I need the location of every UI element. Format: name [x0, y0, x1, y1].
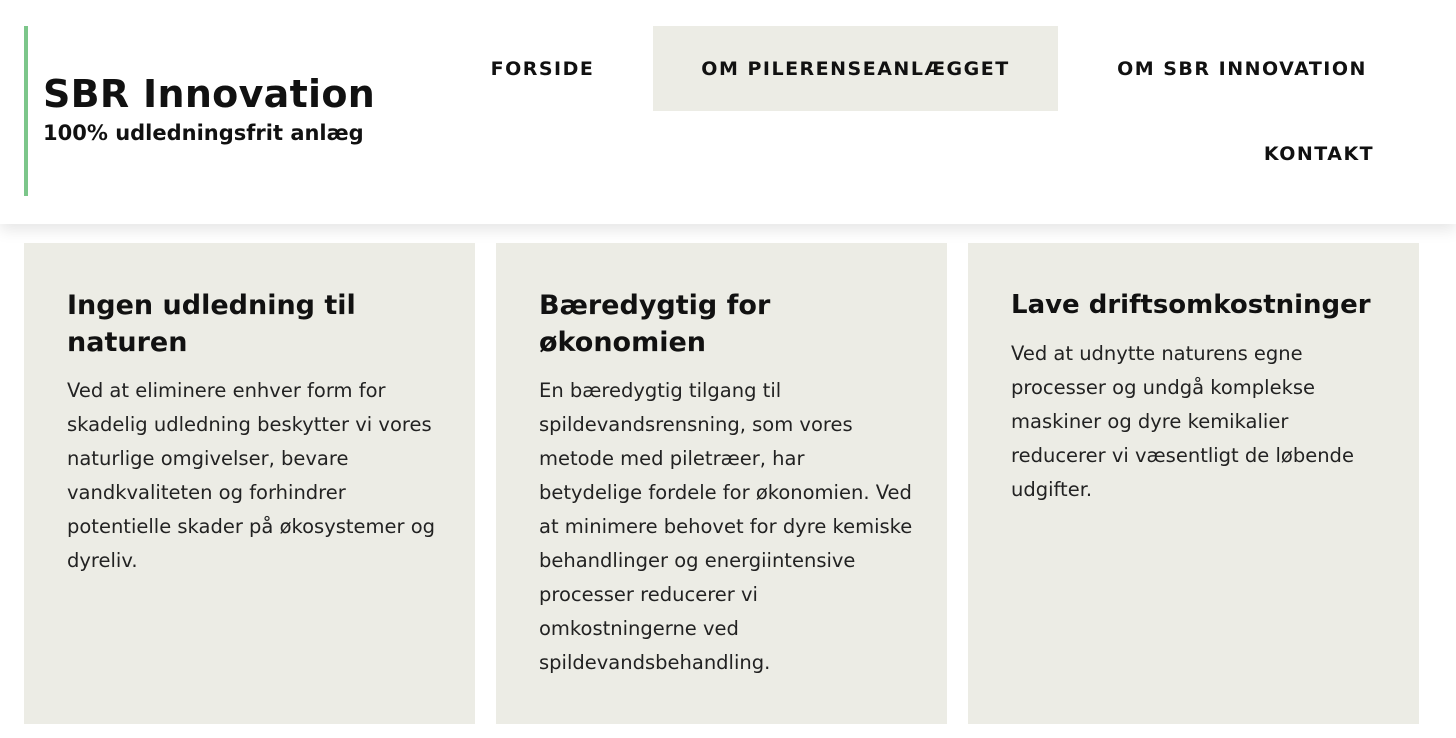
site-title[interactable]: SBR Innovation	[43, 72, 376, 116]
nav-item-kontakt[interactable]: KONTAKT	[1263, 142, 1375, 165]
feature-card-low-operating-costs	[968, 243, 1419, 724]
feature-card-sustainable-economy	[496, 243, 947, 724]
feature-card-no-discharge	[24, 243, 475, 724]
nav-item-om-sbr-innovation[interactable]: OM SBR INNOVATION	[1117, 57, 1367, 80]
brand-block[interactable]	[24, 26, 404, 196]
site-header	[0, 0, 1456, 224]
card-title: Bæredygtig for økonomien	[539, 290, 771, 358]
nav-item-om-pilerenseanlaegget[interactable]: OM PILERENSEANLÆGGET	[653, 26, 1058, 111]
card-text: En bæredygtig tilgang til spildevandsrensning, som vores metode med piletræer, har betydelige fordele for økonomien. Ved at minimere behovet for dyre kemiske behandlinger og energiintensive processer reducerer vi omkostningerne ved spildevandsbehandling.	[539, 379, 913, 674]
card-text: Ved at udnytte naturens egne processer og undgå komplekse maskiner og dyre kemikalier reducerer vi væsentligt de løbende udgifter.	[1011, 342, 1354, 501]
site-tagline: 100% udledningsfrit anlæg	[43, 121, 364, 145]
card-title: Ingen udledning til naturen	[67, 290, 356, 358]
card-title: Lave driftsomkostninger	[1011, 290, 1371, 320]
nav-item-forside[interactable]: FORSIDE	[490, 57, 595, 80]
card-text: Ved at eliminere enhver form for skadelig udledning beskytter vi vores naturlige omgivelser, bevare vandkvaliteten og forhindrer potentielle skader på økosystemer og dyreliv.	[67, 379, 436, 572]
